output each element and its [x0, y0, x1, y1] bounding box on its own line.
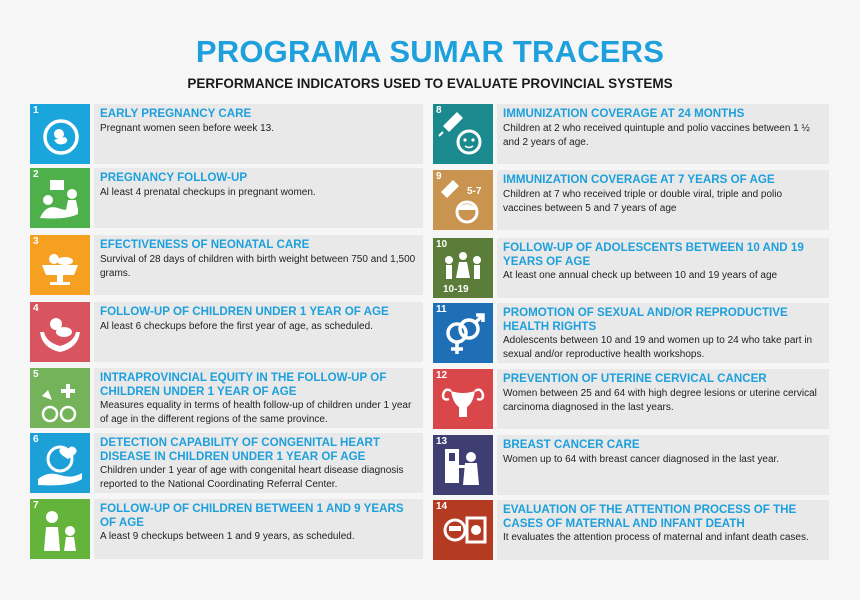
tracer-title: BREAST CANCER CARE [503, 438, 640, 451]
tracer-description: Survival of 28 days of children with birth weight between 750 and 1,500 grams. [100, 253, 416, 279]
tracer-number: 2 [33, 169, 39, 180]
age-badge: 5-7 [467, 186, 482, 197]
tracer-tile-3 [30, 235, 90, 295]
tracer-tile-10 [433, 238, 493, 298]
tracer-card-11 [433, 303, 829, 363]
tracer-text [94, 368, 423, 428]
tracer-description: It evaluates the attention process of maternal and infant death cases. [503, 532, 809, 543]
tracer-text [497, 435, 829, 495]
tracer-number: 10 [436, 239, 448, 250]
tracer-description: At least one annual check up between 10 and 19 years of age [503, 270, 778, 281]
tracer-description: Children under 1 year of age with congenital heart disease diagnosis reported to the National Coordinating Referral Center. [100, 465, 404, 490]
tracer-title: IMMUNIZATION COVERAGE AT 24 MONTHS [503, 107, 745, 120]
tracer-description: A least 9 checkups between 1 and 9 years, as scheduled. [100, 531, 355, 542]
tracer-number: 13 [436, 436, 448, 447]
tracer-text [94, 302, 423, 362]
tracer-card-9 [433, 170, 829, 230]
tracer-title: EVALUATION OF THE ATTENTION PROCESS OF THE CASES OF MATERNAL AND INFANT DEATH [503, 503, 797, 530]
tracer-text [497, 369, 829, 429]
tracer-number: 7 [33, 500, 39, 511]
tracer-description: Pregnant women seen before week 13. [100, 122, 274, 134]
tracer-tile-1 [30, 104, 90, 164]
tracer-card-8 [433, 104, 829, 164]
tracer-title: PREGNANCY FOLLOW-UP [100, 171, 248, 184]
tracer-description: Measures equality in terms of health follow-up of children under 1 year of age in the different regions of the same province. [100, 400, 412, 425]
tracer-number: 4 [33, 303, 39, 314]
tracer-card-10 [433, 238, 829, 298]
tracer-text [497, 303, 829, 363]
tracer-number: 14 [436, 501, 448, 512]
tracer-tile-4 [30, 302, 90, 362]
pregnancy-icon [30, 104, 90, 164]
tracer-title: EFECTIVENESS OF NEONATAL CARE [100, 238, 310, 251]
tracer-number: 11 [436, 304, 447, 315]
tracer-card-6 [30, 433, 423, 493]
tracer-text [497, 170, 829, 230]
tracer-description: Children at 7 who received triple or double viral, triple and polio vaccines between 5 and 7 years of age [503, 188, 783, 214]
tracer-description: Children at 2 who received quintuple and polio vaccines between 1 ½ and 2 years of age. [503, 122, 810, 148]
tracer-number: 8 [436, 105, 442, 116]
tracer-text [94, 499, 423, 559]
tracer-number: 1 [33, 105, 39, 116]
tracer-card-13 [433, 435, 829, 495]
baby-hands-icon [30, 302, 90, 362]
tracer-description: Women up to 64 with breast cancer diagnosed in the last year. [503, 453, 780, 465]
tracer-title: FOLLOW-UP OF CHILDREN UNDER 1 YEAR OF AGE [100, 305, 389, 318]
tracer-description: Women between 25 and 64 with high degree lesions or uterine cervical carcinoma diagnosed in the last years. [503, 387, 817, 413]
tracer-title: PREVENTION OF UTERINE CERVICAL CANCER [503, 372, 767, 385]
tracer-tile-7 [30, 499, 90, 559]
tracer-tile-12 [433, 369, 493, 429]
tracer-text [94, 104, 423, 164]
tracer-text [94, 433, 423, 493]
tracer-title: DETECTION CAPABILITY OF CONGENITAL HEART DISEASE IN CHILDREN UNDER 1 YEAR OF AGE [100, 436, 380, 463]
tracer-tile-5 [30, 368, 90, 428]
tracer-number: 3 [33, 236, 39, 247]
age-badge: 10-19 [443, 284, 469, 295]
tracer-text [94, 168, 423, 228]
tracer-tile-14 [433, 500, 493, 560]
heart-baby-icon [30, 433, 90, 493]
tracer-number: 5 [33, 369, 39, 380]
tracer-number: 12 [436, 370, 448, 381]
tracer-title: IMMUNIZATION COVERAGE AT 7 YEARS OF AGE [503, 173, 775, 186]
tracer-card-12 [433, 369, 829, 429]
tracer-card-2 [30, 168, 423, 228]
child-doctor-icon [30, 499, 90, 559]
tracer-text [497, 238, 829, 298]
tracer-text [497, 104, 829, 164]
tracer-tile-6 [30, 433, 90, 493]
tracer-title: INTRAPROVINCIAL EQUITY IN THE FOLLOW-UP OF CHILDREN UNDER 1 YEAR OF AGE [100, 371, 387, 398]
tracer-text [94, 235, 423, 295]
tracer-card-14 [433, 500, 829, 560]
tracer-card-3 [30, 235, 423, 295]
tracer-tile-2 [30, 168, 90, 228]
tracer-title: EARLY PREGNANCY CARE [100, 107, 252, 120]
tracer-title: FOLLOW-UP OF ADOLESCENTS BETWEEN 10 AND 19 YEARS OF AGE [503, 241, 804, 268]
vaccine-baby-icon [433, 104, 493, 164]
equity-children-icon [30, 368, 90, 428]
prenatal-checkup-icon [30, 168, 90, 228]
tracer-description: Al least 4 prenatal checkups in pregnant women. [100, 186, 316, 198]
page-subtitle: PERFORMANCE INDICATORS USED TO EVALUATE PROVINCIAL SYSTEMS [187, 76, 673, 91]
tracer-card-1 [30, 104, 423, 164]
tracer-card-5 [30, 368, 423, 428]
page-title: PROGRAMA SUMAR TRACERS [195, 34, 665, 69]
tracer-tile-9 [433, 170, 493, 230]
tracer-tile-13 [433, 435, 493, 495]
tracer-text [497, 500, 829, 560]
neonatal-scale-icon [30, 235, 90, 295]
tracer-title: PROMOTION OF SEXUAL AND/OR REPRODUCTIVE HEALTH RIGHTS [503, 306, 788, 333]
vaccine-child-icon [433, 170, 493, 230]
tracer-tile-8 [433, 104, 493, 164]
tracer-tile-11 [433, 303, 493, 363]
tracer-title: FOLLOW-UP OF CHILDREN BETWEEN 1 AND 9 YEARS OF AGE [100, 502, 404, 529]
tracer-card-7 [30, 499, 423, 559]
tracer-description: Adolescents between 10 and 19 and women up to 24 who take part in sexual and/or reproductive health workshops. [503, 335, 813, 360]
tracer-number: 9 [436, 171, 442, 182]
tracer-description: Al least 6 checkups before the first year of age, as scheduled. [100, 320, 373, 332]
tracer-number: 6 [33, 434, 39, 445]
tracer-card-4 [30, 302, 423, 362]
